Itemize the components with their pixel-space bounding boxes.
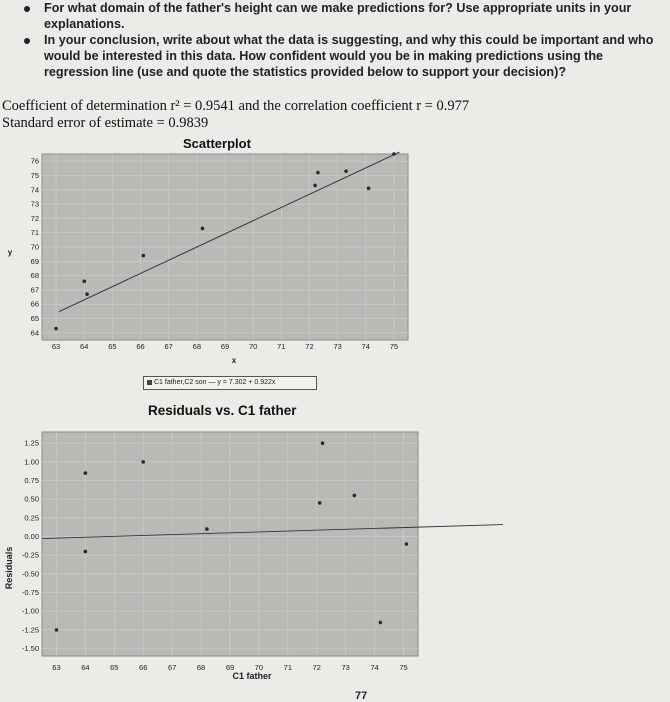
- x-tick-label: 69: [220, 342, 230, 351]
- y-tick-label: 76: [30, 156, 39, 166]
- data-point: [142, 254, 146, 258]
- data-point: [379, 621, 383, 625]
- question-item: [18, 32, 666, 80]
- x-tick-label: 70: [248, 342, 258, 351]
- y-tick-label: 69: [30, 256, 39, 266]
- y-tick-label: 1.25: [24, 438, 39, 448]
- x-tick-label: 65: [108, 342, 117, 351]
- x-axis-label: C1 father: [232, 671, 272, 681]
- x-tick-label: 68: [196, 663, 206, 672]
- x-tick-label: 73: [333, 342, 342, 351]
- y-axis-label: y: [7, 248, 13, 257]
- y-tick-label: 64: [30, 328, 39, 338]
- data-point: [321, 441, 325, 445]
- data-point: [405, 542, 409, 546]
- y-axis-label: Residuals: [4, 546, 14, 590]
- x-tick-label: 64: [80, 342, 89, 351]
- x-tick-label: 69: [225, 663, 235, 672]
- statistics-block: [2, 98, 469, 132]
- bullet-icon: [24, 38, 30, 44]
- x-tick-label: 67: [167, 663, 177, 672]
- x-tick-label: 70: [254, 663, 264, 672]
- data-point: [313, 184, 317, 188]
- question-text: For what domain of the father's height can we make predictions for? Use appropriate units in your explanations.: [44, 1, 632, 31]
- y-tick-label: 66: [30, 299, 39, 309]
- y-tick-label: -0.75: [21, 588, 39, 598]
- x-tick-label: 66: [136, 342, 145, 351]
- y-tick-label: -0.25: [21, 550, 39, 560]
- chart-legend: [143, 376, 317, 390]
- y-tick-label: 67: [30, 285, 39, 295]
- y-tick-label: 70: [30, 242, 39, 252]
- bullet-icon: [24, 6, 30, 12]
- data-point: [392, 152, 396, 156]
- question-text: In your conclusion, write about what the data is suggesting, and why this could be important and who would be interested in this data. How confident would you be in making predictions using the regression line (use and quote the statistics provided below to support your decision)?: [44, 33, 654, 79]
- x-tick-label: 71: [283, 663, 293, 672]
- y-tick-label: 0.00: [24, 532, 39, 542]
- legend-text: C1 father,C2 son — y = 7.302 + 0.922x: [154, 379, 276, 386]
- x-tick-label: 63: [52, 663, 61, 672]
- data-point: [318, 501, 322, 505]
- residual-plot-chart: [0, 420, 670, 690]
- y-tick-label: -0.50: [21, 569, 39, 579]
- x-tick-label: 74: [361, 342, 370, 351]
- y-tick-label: 74: [30, 185, 39, 195]
- x-tick-label: 72: [305, 342, 314, 351]
- y-tick-label: -1.50: [21, 644, 39, 654]
- legend-swatch-icon: [147, 380, 152, 385]
- x-tick-label: 73: [341, 663, 350, 672]
- x-axis-label: x: [231, 356, 237, 365]
- x-tick-label: 74: [370, 663, 379, 672]
- scatterplot-chart: [0, 150, 670, 372]
- x-tick-label: 75: [399, 663, 408, 672]
- data-point: [85, 292, 89, 296]
- y-tick-label: 71: [30, 228, 39, 238]
- y-tick-label: 75: [30, 170, 39, 180]
- y-tick-label: 68: [30, 271, 39, 281]
- y-tick-label: -1.00: [21, 606, 39, 616]
- data-point: [84, 471, 88, 475]
- y-tick-label: 0.25: [24, 513, 39, 523]
- data-point: [316, 171, 320, 175]
- data-point: [54, 327, 58, 331]
- y-tick-label: 1.00: [24, 457, 39, 467]
- data-point: [84, 550, 88, 554]
- data-point: [82, 280, 86, 284]
- data-point: [353, 494, 357, 498]
- data-point: [201, 227, 205, 231]
- y-tick-label: 0.50: [24, 494, 39, 504]
- stats-line-standard-error: Standard error of estimate = 0.9839: [2, 115, 209, 131]
- data-point: [55, 628, 59, 632]
- x-tick-label: 64: [81, 663, 90, 672]
- x-tick-label: 75: [389, 342, 399, 351]
- stats-line-correlation: Coefficient of determination r² = 0.9541 and the correlation coefficient r = 0.977: [2, 98, 470, 114]
- y-tick-label: -1.25: [21, 625, 39, 635]
- data-point: [344, 169, 348, 173]
- data-point: [205, 527, 209, 531]
- y-tick-label: 72: [30, 213, 39, 223]
- x-tick-label: 65: [110, 663, 119, 672]
- x-tick-label: 71: [277, 342, 286, 351]
- y-tick-label: 73: [30, 199, 39, 209]
- question-list: [18, 0, 666, 80]
- x-tick-label: 67: [164, 342, 173, 351]
- question-item: [18, 0, 666, 32]
- x-tick-label: 63: [51, 342, 61, 351]
- page-number: 77: [355, 690, 368, 702]
- y-tick-label: 0.75: [24, 476, 39, 486]
- x-tick-label: 72: [312, 663, 321, 672]
- x-tick-label: 68: [192, 342, 202, 351]
- scatterplot-title: Scatterplot: [183, 136, 251, 151]
- y-tick-label: 65: [30, 314, 39, 324]
- data-point: [141, 460, 145, 464]
- x-tick-label: 66: [139, 663, 148, 672]
- data-point: [367, 187, 371, 191]
- residual-plot-title: Residuals vs. C1 father: [148, 403, 297, 418]
